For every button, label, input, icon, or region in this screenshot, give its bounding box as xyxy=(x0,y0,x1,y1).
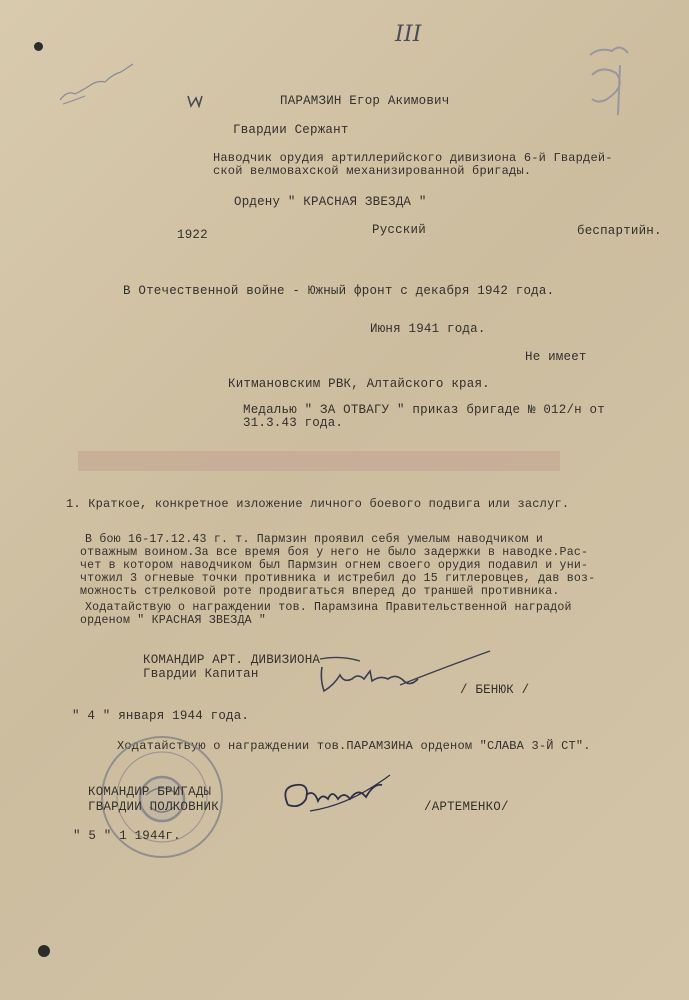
commander-2-rank: ГВАРДИИ ПОЛКОВНИК xyxy=(88,800,219,814)
narrative-line: чтожил 3 огневые точки противника и истребил до 15 гитлеровцев, дав воз- xyxy=(80,572,596,585)
commander-1-name: / БЕНЮК / xyxy=(460,683,530,697)
pencil-number-corner xyxy=(580,35,640,125)
drafted-by: Китмановским РВК, Алтайского края. xyxy=(228,377,490,391)
prior-award-line-2: 31.3.43 года. xyxy=(243,416,344,430)
front-service: В Отечественной войне - Южный фронт с декабря 1942 года. xyxy=(123,284,555,298)
commander-1-title: КОМАНДИР АРТ. ДИВИЗИОНА xyxy=(143,653,321,667)
nationality: Русский xyxy=(372,223,426,237)
soldier-position-line-2: ской велмовахской механизированной бригады. xyxy=(213,164,532,178)
prior-award-line-1: Медалью " ЗА ОТВАГУ " приказ бригаде № 012/н от xyxy=(243,403,605,417)
soldier-position-line-1: Наводчик орудия артиллерийского дивизиона 6-й Гвардей- xyxy=(213,151,613,165)
narrative-line: орденом " КРАСНАЯ ЗВЕЗДА " xyxy=(80,614,267,627)
section-heading: 1. Краткое, конкретное изложение личного боевого подвига или заслуг. xyxy=(66,497,570,511)
commander-2-name: /АРТЕМЕНКО/ xyxy=(424,800,509,814)
commander-2-title: КОМАНДИР БРИГАДЫ xyxy=(88,785,212,799)
commander-2-date: " 5 " 1 1944г. xyxy=(73,829,181,843)
redaction-bar xyxy=(78,451,560,471)
award-nominated: Ордену " КРАСНАЯ ЗВЕЗДА " xyxy=(234,195,427,209)
party-membership: беспартийн. xyxy=(577,224,662,238)
pencil-note-margin xyxy=(55,60,140,110)
narrative-line: Ходатайствую о награждении тов. Парамзина Правительственной наградой xyxy=(85,601,572,614)
recommendation-2: Ходатайствую о награждении тов.ПАРАМЗИНА орденом "СЛАВА 3-Й СТ". xyxy=(117,739,591,753)
narrative-line: В бою 16-17.12.43 г. т. Пармзин проявил себя умелым наводчиком и xyxy=(85,533,544,546)
punch-hole-bottom xyxy=(38,945,50,957)
wounds: Не имеет xyxy=(525,350,587,364)
pencil-mark-left xyxy=(186,92,206,108)
soldier-name: ПАРАМЗИН Егор Акимович xyxy=(280,94,450,108)
commander-2-signature xyxy=(270,765,420,825)
punch-hole-top xyxy=(34,42,43,51)
narrative-line: чет в котором наводчиком был Пармзин огнем своего орудия подавил и уни- xyxy=(80,559,589,572)
roman-mark: III xyxy=(395,22,422,47)
narrative-line: можность стрелковой роте продвигаться вперед до траншей противника. xyxy=(80,585,560,598)
soldier-rank: Гвардии Сержант xyxy=(233,123,349,137)
birth-year: 1922 xyxy=(177,228,208,242)
commander-1-rank: Гвардии Капитан xyxy=(143,667,259,681)
commander-1-date: " 4 " января 1944 года. xyxy=(72,709,250,723)
narrative-line: отважным воином.За все время боя у него не было задержки в наводке.Рас- xyxy=(80,546,589,559)
army-since: Июня 1941 года. xyxy=(370,322,486,336)
